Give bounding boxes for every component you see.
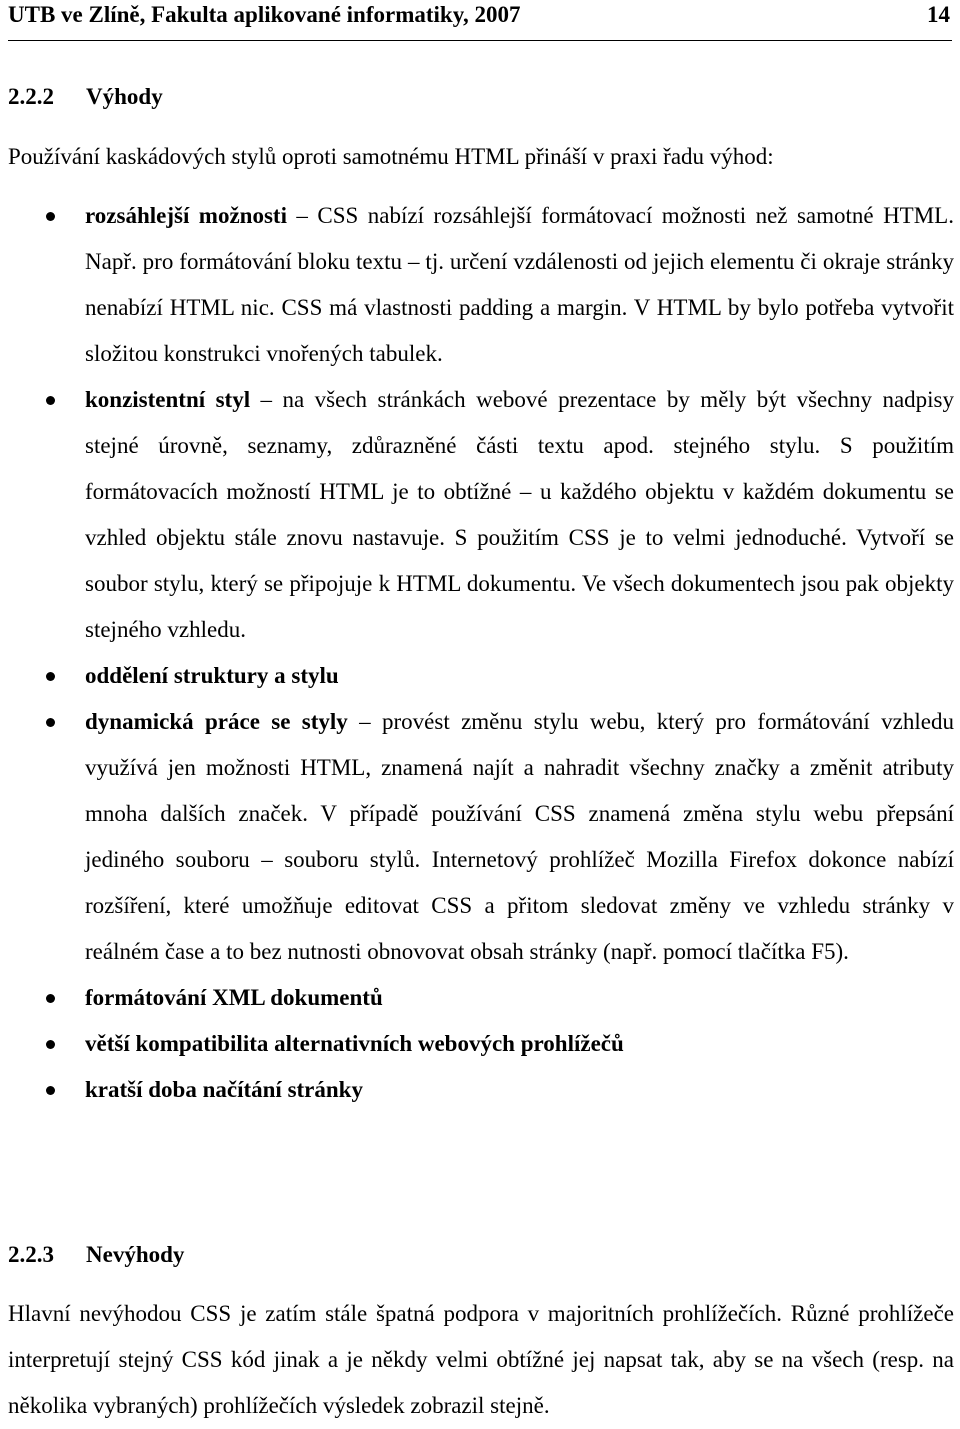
list-item <box>0 377 954 653</box>
page-number: 14 <box>927 2 950 27</box>
item-term: oddělení struktury a stylu <box>85 663 339 688</box>
bullet-icon <box>46 994 55 1003</box>
list-item <box>0 1067 954 1113</box>
section-heading-disadvantages <box>8 1241 184 1269</box>
header-title: UTB ve Zlíně, Fakulta aplikované informatiky, 2007 <box>8 2 521 27</box>
bullet-icon <box>46 1040 55 1049</box>
bullet-icon <box>46 672 55 681</box>
item-term: rozsáhlejší možnosti <box>85 203 287 228</box>
bullet-icon <box>46 718 55 727</box>
item-text: – provést změnu stylu webu, který pro formátování vzhledu využívá jen možnosti HTML, znamená najít a nahradit všechny značky a změnit atributy mnoha dalších značek. V případě používání CSS znamená změna stylu webu přepsání jediného souboru – souboru stylů. Internetový prohlížeč Mozilla Firefox dokonce nabízí rozšíření, které umožňuje editovat CSS a přitom sledovat změny ve vzhledu stránky v reálném čase a to bez nutnosti obnovovat obsah stránky (např. pomocí tlačítka F5). <box>85 709 954 964</box>
disadvantages-paragraph: Hlavní nevýhodou CSS je zatím stále špatná podpora v majoritních prohlížečích. Různé prohlížeče interpretují stejný CSS kód jinak a je někdy velmi obtížné jej napsat tak, aby se na všech (resp. na několika vybraných) prohlížečích výsledek zobrazil stejně. <box>8 1301 954 1418</box>
section-title: Výhody <box>86 84 163 109</box>
advantages-intro: Používání kaskádových stylů oproti samotnému HTML přináší v praxi řadu výhod: <box>8 144 774 169</box>
list-item <box>0 699 954 975</box>
list-item <box>0 193 954 377</box>
list-item <box>0 653 954 699</box>
advantages-list <box>0 193 960 1113</box>
item-text: – CSS nabízí rozsáhlejší formátovací možnosti než samotné HTML. Např. pro formátování bloku textu – tj. určení vzdálenosti od jejich elementu či okraje stránky nenabízí HTML nic. CSS má vlastnosti padding a margin. V HTML by bylo potřeba vytvořit složitou konstrukci vnořených tabulek. <box>85 203 954 366</box>
list-item <box>0 1021 954 1067</box>
item-term: dynamická práce se styly <box>85 709 348 734</box>
bullet-icon <box>46 1086 55 1095</box>
section-heading-advantages <box>8 83 163 111</box>
section-title: Nevýhody <box>86 1242 185 1267</box>
bullet-icon <box>46 396 55 405</box>
list-item <box>0 975 954 1021</box>
section-number: 2.2.3 <box>8 1242 54 1267</box>
item-term: větší kompatibilita alternativních webových prohlížečů <box>85 1031 624 1056</box>
section-number: 2.2.2 <box>8 84 54 109</box>
item-text: – na všech stránkách webové prezentace by měly být všechny nadpisy stejné úrovně, seznamy, zdůrazněné části textu apod. stejného stylu. S použitím formátovacích možností HTML je to obtížné – u každého objektu v každém dokumentu se vzhled objektu stále znovu nastavuje. S použitím CSS je to velmi jednoduché. Vytvoří se soubor stylu, který se připojuje k HTML dokumentu. Ve všech dokumentech jsou pak objekty stejného vzhledu. <box>85 387 954 642</box>
bullet-icon <box>46 212 55 221</box>
item-term: formátování XML dokumentů <box>85 985 383 1010</box>
item-term: konzistentní styl <box>85 387 251 412</box>
page-header <box>8 0 952 41</box>
item-term: kratší doba načítání stránky <box>85 1077 363 1102</box>
